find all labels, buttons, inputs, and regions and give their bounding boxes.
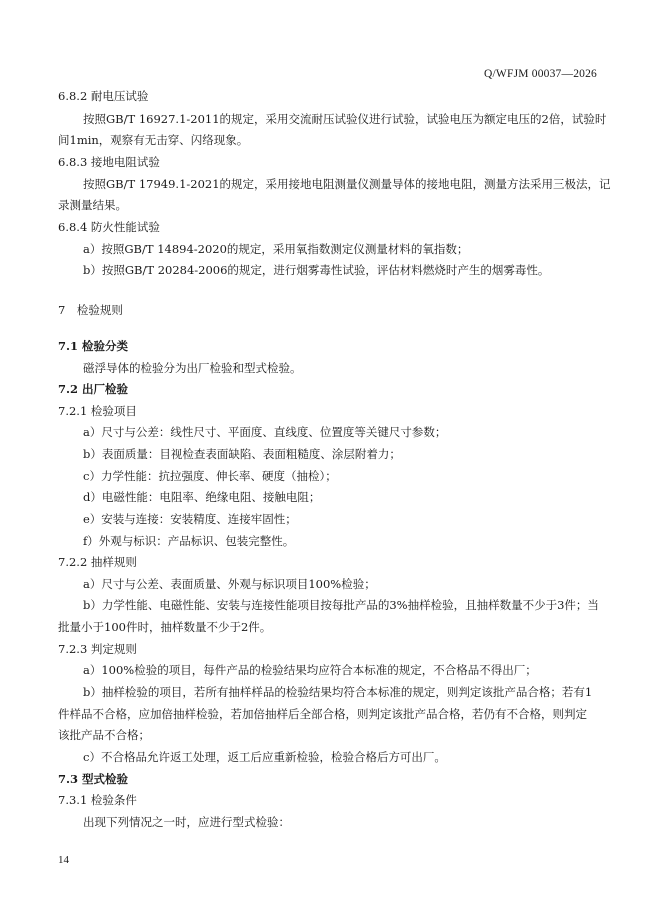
list-item: b）表面质量：目视检查表面缺陷、表面粗糙度、涂层附着力；: [83, 447, 401, 461]
list-item: b）力学性能、电磁性能、安装与连接性能项目按每批产品的3%抽样检验，且抽样数量不少于3件；当: [83, 598, 599, 612]
paragraph-line: 录测量结果。: [58, 198, 127, 212]
heading-7-3-1: 7.3.1 检验条件: [58, 793, 137, 807]
heading-7-2-2: 7.2.2 抽样规则: [58, 555, 137, 569]
heading-6-8-2: 6.8.2 耐电压试验: [58, 89, 149, 103]
paragraph-line: 该批产品不合格；: [58, 728, 150, 742]
list-item: b）按照GB/T 20284-2006的规定，进行烟雾毒性试验，评估材料燃烧时产生的烟雾毒性。: [83, 263, 550, 277]
list-item: e）安装与连接：安装精度、连接牢固性；: [83, 512, 297, 526]
heading-6-8-4: 6.8.4 防火性能试验: [58, 220, 160, 234]
paragraph-line: 件样品不合格，应加倍抽样检验，若加倍抽样后全部合格，则判定该批产品合格，若仍有不合格，则判定: [58, 707, 587, 721]
document-code-header: Q/WFJM 00037—2026: [484, 68, 597, 80]
heading-chapter-7: 7 检验规则: [58, 303, 123, 317]
heading-7-2-3: 7.2.3 判定规则: [58, 642, 137, 656]
paragraph-line: 批量小于100件时，抽样数量不少于2件。: [58, 620, 272, 634]
page-number: 14: [58, 854, 69, 866]
list-item: c）不合格品允许返工处理，返工后应重新检验，检验合格后方可出厂。: [83, 750, 446, 764]
list-item: d）电磁性能：电阻率、绝缘电阻、接触电阻；: [83, 490, 321, 504]
heading-7-3: 7.3 型式检验: [58, 772, 129, 786]
list-item: a）尺寸与公差、表面质量、外观与标识项目100%检验；: [83, 577, 376, 591]
list-item: f）外观与标识：产品标识、包装完整性。: [83, 534, 295, 548]
list-item: a）100%检验的项目，每件产品的检验结果均应符合本标准的规定，不合格品不得出厂；: [83, 663, 537, 677]
heading-7-1: 7.1 检验分类: [58, 339, 129, 353]
list-item: c）力学性能：抗拉强度、伸长率、硬度（抽检）；: [83, 469, 337, 483]
paragraph-line: 按照GB/T 17949.1-2021的规定，采用接地电阻测量仪测量导体的接地电阻，测量方法采用三极法，记: [83, 177, 611, 191]
paragraph-line: 间1min，观察有无击穿、闪络现象。: [58, 133, 249, 147]
paragraph-line: 出现下列情况之一时，应进行型式检验：: [83, 815, 290, 829]
list-item: b）抽样检验的项目，若所有抽样样品的检验结果均符合本标准的规定，则判定该批产品合格；若有1: [83, 685, 593, 699]
paragraph-line: 按照GB/T 16927.1-2011的规定，采用交流耐压试验仪进行试验，试验电压为额定电压的2倍，试验时: [83, 112, 607, 126]
heading-7-2: 7.2 出厂检验: [58, 382, 129, 396]
list-item: a）尺寸与公差：线性尺寸、平面度、直线度、位置度等关键尺寸参数；: [83, 425, 447, 439]
list-item: a）按照GB/T 14894-2020的规定，采用氧指数测定仪测量材料的氧指数；: [83, 242, 469, 256]
heading-6-8-3: 6.8.3 接地电阻试验: [58, 155, 160, 169]
heading-7-2-1: 7.2.1 检验项目: [58, 404, 137, 418]
paragraph-line: 磁浮导体的检验分为出厂检验和型式检验。: [83, 361, 302, 375]
